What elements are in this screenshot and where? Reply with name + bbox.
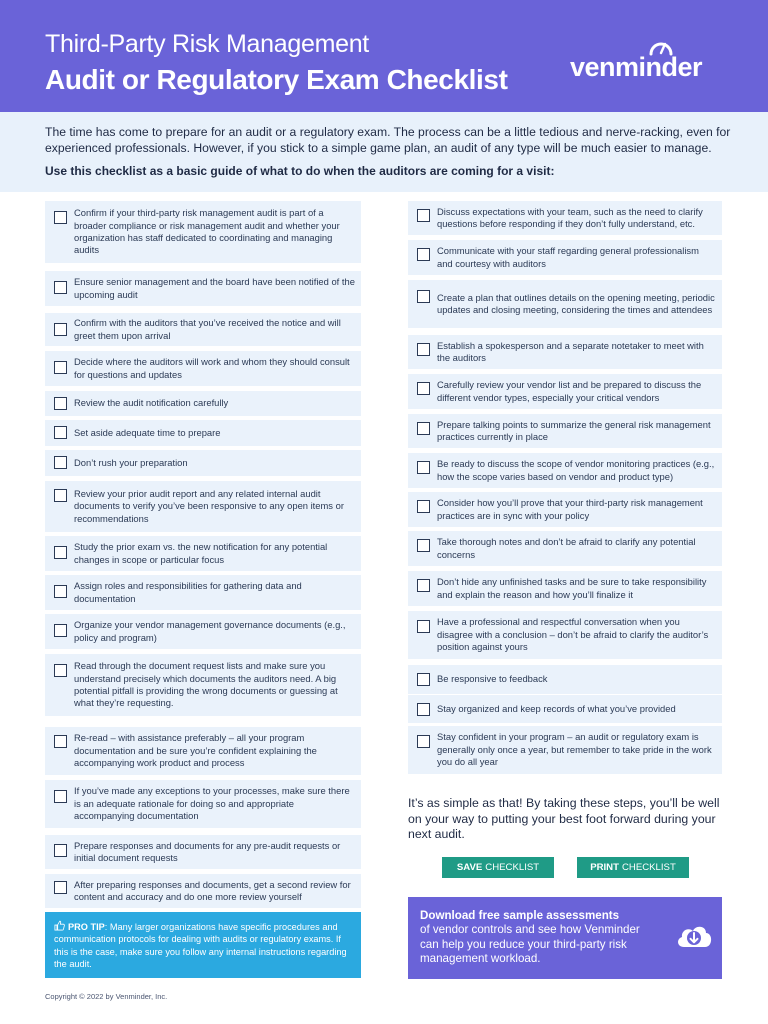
checklist-item-label: Study the prior exam vs. the new notification for any potential changes in scope or particular focus xyxy=(74,541,328,565)
checkbox[interactable] xyxy=(417,579,430,592)
checklist-item[interactable] xyxy=(408,531,722,566)
intro-paragraph: The time has come to prepare for an audit or a regulatory exam. The process can be a little tedious and nerve-racking, even for experienced professionals. However, if you stick to a simple game plan, an audit of any type will be much easier to manage. xyxy=(45,125,731,155)
checkbox[interactable] xyxy=(54,790,67,803)
checkbox[interactable] xyxy=(417,422,430,435)
download-assessments-banner[interactable] xyxy=(408,897,722,979)
checklist-item-label: Review your prior audit report and any related internal audit documents to verify you’ve been responsive to any open items or recommendations xyxy=(74,487,344,524)
checklist-item-label: Assign roles and responsibilities for gathering data and documentation xyxy=(74,580,302,604)
checklist-item-label: Communicate with your staff regarding general professionalism and courtesy with auditors xyxy=(437,245,699,269)
download-body: of vendor controls and see how Venminder can help you reduce your third-party risk management workload. xyxy=(420,923,640,966)
checklist-item-label: Ensure senior management and the board have been notified of the upcoming audit xyxy=(74,276,355,300)
checklist-item-label: Prepare talking points to summarize the general risk management practices currently in place xyxy=(437,418,711,442)
checklist-item[interactable] xyxy=(45,313,361,346)
checklist-item-label: Take thorough notes and don’t be afraid to clarify any potential concerns xyxy=(437,536,696,560)
checkbox[interactable] xyxy=(54,546,67,559)
checklist-item-label: Have a professional and respectful conversation when you disagree with a conclusion – don’t be afraid to clarify the auditor’s position against yours xyxy=(437,616,709,653)
checkbox[interactable] xyxy=(54,585,67,598)
save-checklist-button[interactable] xyxy=(442,857,554,878)
checklist-item[interactable] xyxy=(408,571,722,606)
print-button-bold: PRINT xyxy=(590,862,619,873)
checkbox[interactable] xyxy=(54,664,67,677)
checklist-item-label: Set aside adequate time to prepare xyxy=(74,426,221,438)
pro-tip-text xyxy=(54,920,354,971)
checkbox[interactable] xyxy=(417,539,430,552)
checklist-item[interactable] xyxy=(45,575,361,610)
page-header xyxy=(0,0,768,112)
thumbs-up-icon xyxy=(54,920,65,931)
checklist-item-label: After preparing responses and documents, get a second review for content and accuracy and do one more review yourself xyxy=(74,878,351,902)
checklist-item-label: Be ready to discuss the scope of vendor monitoring practices (e.g., how the scope varies based on vendor and product type) xyxy=(437,458,715,482)
checklist-item[interactable] xyxy=(408,492,722,527)
checklist-item-label: Confirm with the auditors that you’ve received the notice and will greet them upon arrival xyxy=(74,317,341,341)
checklist-item[interactable] xyxy=(408,611,722,659)
download-heading: Download free sample assessments xyxy=(420,909,620,922)
checkbox[interactable] xyxy=(54,281,67,294)
checkbox[interactable] xyxy=(54,844,67,857)
copyright: Copyright © 2022 by Venminder, Inc. xyxy=(45,992,168,1001)
checklist-item-label: Don’t hide any unfinished tasks and be sure to take responsibility and explain the reason and how you’ll finalize it xyxy=(437,576,707,600)
checklist-item[interactable] xyxy=(408,201,722,235)
checklist-item-label: Read through the document request lists and make sure you understand precisely which documents the auditors need. A big potential pitfall is providing the wrong documents or guessing at what they’re requesting. xyxy=(74,660,338,709)
cloud-download-icon[interactable] xyxy=(674,919,714,953)
checkbox[interactable] xyxy=(417,500,430,513)
pro-tip-body: : Many larger organizations have specific procedures and communication protocols for dealing with audits or regulatory exams. If this is the case, make sure you follow any internal instructions regarding the audit. xyxy=(54,922,347,970)
checkbox[interactable] xyxy=(54,624,67,637)
checklist-item-label: Stay organized and keep records of what you’ve provided xyxy=(437,702,676,714)
checklist-item[interactable] xyxy=(45,654,361,716)
checklist-item-label: Carefully review your vendor list and be prepared to discuss the different vendor types, especially your critical vendors xyxy=(437,379,702,403)
checkbox[interactable] xyxy=(417,290,430,303)
checkbox[interactable] xyxy=(54,881,67,894)
checklist-item-label: Re-read – with assistance preferably – all your program documentation and be sure you’re confident explaining the accompanying work product and process xyxy=(74,732,317,769)
checklist-item-label: Discuss expectations with your team, such as the need to clarify questions before responding if they don’t fully understand, etc. xyxy=(437,205,703,229)
checklist-item[interactable] xyxy=(408,453,722,488)
checklist-item[interactable] xyxy=(408,665,722,694)
checklist-item[interactable] xyxy=(45,391,361,416)
checkbox[interactable] xyxy=(417,703,430,716)
checklist-item[interactable] xyxy=(408,414,722,448)
checklist-item[interactable] xyxy=(45,874,361,908)
checklist-item-label: Review the audit notification carefully xyxy=(74,397,229,409)
checklist-item-label: Decide where the auditors will work and whom they should consult for questions and updates xyxy=(74,356,350,380)
checklist-item-label: Don’t rush your preparation xyxy=(74,456,188,468)
checklist-item[interactable] xyxy=(408,280,722,328)
checklist-item[interactable] xyxy=(45,450,361,476)
checkbox[interactable] xyxy=(417,461,430,474)
venminder-logo[interactable] xyxy=(568,38,728,88)
checkbox[interactable] xyxy=(417,248,430,261)
checklist-item[interactable] xyxy=(408,240,722,275)
download-text xyxy=(420,909,660,967)
pro-tip-box xyxy=(45,912,361,978)
checkbox[interactable] xyxy=(54,489,67,502)
pro-tip-heading: PRO TIP xyxy=(68,922,105,932)
checklist-item-label: Consider how you’ll prove that your third-party risk management practices are in sync with your policy xyxy=(437,497,703,521)
print-button-rest: CHECKLIST xyxy=(621,862,676,873)
checklist-item[interactable] xyxy=(45,614,361,649)
checklist-item-label: Stay confident in your program – an audit or regulatory exam is generally only once a year, but remember to take pride in the work you do all year xyxy=(437,731,712,768)
checklist-item[interactable] xyxy=(408,374,722,409)
checkbox[interactable] xyxy=(54,361,67,374)
page-title-line1: Third-Party Risk Management xyxy=(45,30,369,58)
logo-text: venminder xyxy=(570,52,703,82)
page-title-line2: Audit or Regulatory Exam Checklist xyxy=(45,64,508,95)
checkbox[interactable] xyxy=(54,211,67,224)
checklist-item-label: If you’ve made any exceptions to your processes, make sure there is an adequate rationale for doing so and appropriate accompanying documentation xyxy=(74,785,350,822)
checklist-item[interactable] xyxy=(45,420,361,446)
checklist-item-label: Organize your vendor management governance documents (e.g., policy and program) xyxy=(74,619,346,643)
checklist-item-label: Be responsive to feedback xyxy=(437,673,548,685)
checklist-item[interactable] xyxy=(45,780,361,828)
save-button-rest: CHECKLIST xyxy=(485,862,540,873)
checkbox[interactable] xyxy=(54,323,67,336)
checklist-item[interactable] xyxy=(45,481,361,532)
checkbox[interactable] xyxy=(54,426,67,439)
save-button-bold: SAVE xyxy=(456,862,483,873)
checkbox[interactable] xyxy=(417,620,430,633)
checklist-item-label: Confirm if your third-party risk management audit is part of a broader compliance or risk management audit and whether your organization has staff dedicated to coordinating and managing audits xyxy=(74,207,340,256)
checkbox[interactable] xyxy=(417,209,430,222)
intro-section xyxy=(0,112,768,192)
closing-paragraph: It’s as simple as that! By taking these steps, you’ll be well on your way to putting your best foot forward during your next audit. xyxy=(408,796,720,841)
checkbox[interactable] xyxy=(417,673,430,686)
checklist-item[interactable] xyxy=(45,271,361,306)
checkbox[interactable] xyxy=(417,382,430,395)
checklist-item[interactable] xyxy=(45,835,361,869)
checklist-item[interactable] xyxy=(408,335,722,369)
checkbox[interactable] xyxy=(417,343,430,356)
checklist-item[interactable] xyxy=(45,351,361,386)
intro-lead: Use this checklist as a basic guide of what to do when the auditors are coming for a visit: xyxy=(45,164,555,178)
checkbox[interactable] xyxy=(54,397,67,410)
checkbox[interactable] xyxy=(54,456,67,469)
checklist-item[interactable] xyxy=(45,201,361,263)
checkbox[interactable] xyxy=(417,735,430,748)
checklist-item[interactable] xyxy=(45,727,361,775)
checklist-item-label: Create a plan that outlines details on the opening meeting, periodic updates and closing meeting, considering the times and attendees xyxy=(437,291,715,315)
print-checklist-button[interactable] xyxy=(577,857,689,878)
checkbox[interactable] xyxy=(54,735,67,748)
checklist-item[interactable] xyxy=(45,536,361,571)
checklist-item[interactable] xyxy=(408,695,722,723)
checklist-item-label: Establish a spokesperson and a separate notetaker to meet with the auditors xyxy=(437,339,704,363)
checklist-item[interactable] xyxy=(408,726,722,774)
checklist-item-label: Prepare responses and documents for any pre-audit requests or initial document requests xyxy=(74,839,341,863)
